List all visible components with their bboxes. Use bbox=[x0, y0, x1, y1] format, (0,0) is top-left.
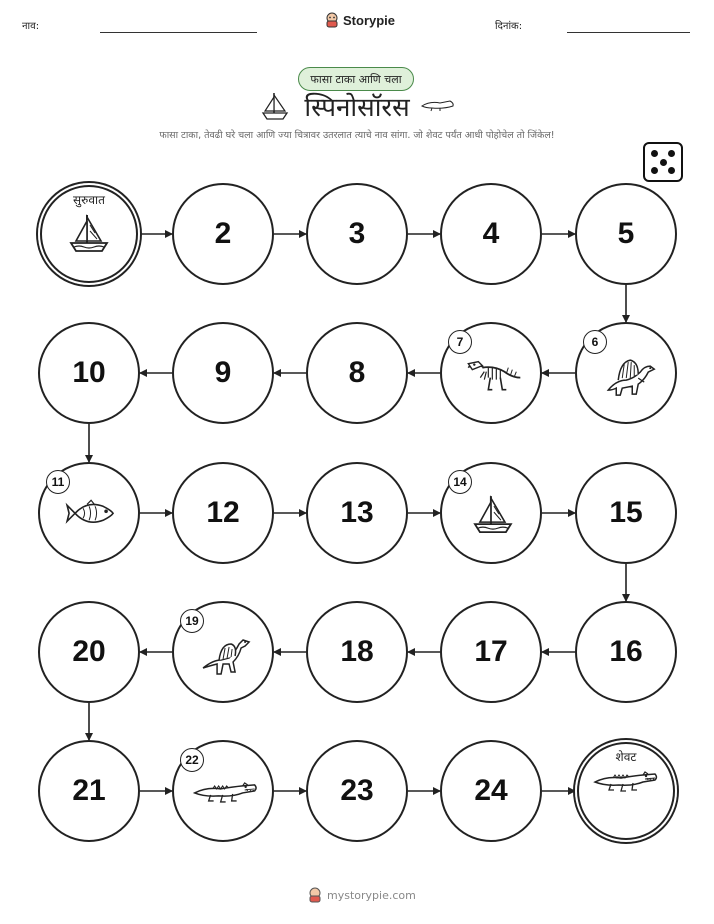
name-label: नाव: bbox=[22, 21, 40, 32]
board-space[interactable] bbox=[38, 740, 140, 842]
space-number-badge: 19 bbox=[180, 609, 204, 633]
boat-icon bbox=[65, 209, 113, 261]
footer-url: mystorypie.com bbox=[327, 888, 416, 902]
picture-space[interactable] bbox=[440, 322, 542, 424]
space-number: 16 bbox=[609, 635, 643, 668]
space-number-badge: 11 bbox=[46, 470, 70, 494]
space-number: 21 bbox=[72, 774, 106, 807]
board-space[interactable] bbox=[440, 740, 542, 842]
board-space[interactable] bbox=[306, 462, 408, 564]
footer[interactable] bbox=[308, 887, 416, 903]
space-number: 4 bbox=[482, 217, 500, 250]
space-number-badge: 7 bbox=[448, 330, 472, 354]
board-space[interactable] bbox=[306, 740, 408, 842]
board-space[interactable] bbox=[306, 601, 408, 703]
board-space[interactable] bbox=[172, 462, 274, 564]
crocodile-icon bbox=[593, 766, 659, 798]
board-space[interactable] bbox=[38, 322, 140, 424]
space-number: 12 bbox=[206, 496, 240, 529]
board-space[interactable] bbox=[172, 322, 274, 424]
space-number: 24 bbox=[474, 774, 508, 807]
start-label: सुरुवात bbox=[73, 193, 105, 207]
space-number-badge: 6 bbox=[583, 330, 607, 354]
instructions: फासा टाका, तेवढी घरे चला आणि ज्या चित्रावर उतरलात त्याचे नाव सांगा. जो शेवट पर्यंत आधी पोहोचेल तो जिंकेल! bbox=[159, 130, 555, 141]
space-number: 15 bbox=[609, 496, 643, 529]
finish-space[interactable] bbox=[575, 740, 677, 842]
space-number: 10 bbox=[72, 356, 106, 389]
space-number: 8 bbox=[348, 356, 366, 389]
space-number: 18 bbox=[340, 635, 374, 668]
fish-icon bbox=[65, 496, 117, 534]
space-number: 3 bbox=[348, 217, 366, 250]
board-space[interactable] bbox=[306, 322, 408, 424]
space-number: 20 bbox=[72, 635, 106, 668]
space-number-badge: 14 bbox=[448, 470, 472, 494]
date-label: दिनांक: bbox=[495, 21, 523, 32]
crocodile-icon bbox=[193, 777, 259, 809]
page-title: स्पिनोसॉरस bbox=[304, 93, 410, 123]
game-type-badge: फासा टाका आणि चला bbox=[298, 67, 414, 91]
board-space[interactable] bbox=[575, 462, 677, 564]
board-space[interactable] bbox=[440, 601, 542, 703]
picture-space[interactable] bbox=[38, 462, 140, 564]
picture-space[interactable] bbox=[440, 462, 542, 564]
board-space[interactable] bbox=[575, 601, 677, 703]
space-number: 13 bbox=[340, 496, 374, 529]
space-number: 23 bbox=[340, 774, 374, 807]
brand-name: Storypie bbox=[343, 12, 396, 28]
space-number: 2 bbox=[214, 217, 232, 250]
board-space[interactable] bbox=[172, 183, 274, 285]
start-space[interactable] bbox=[38, 183, 140, 285]
finish-label: शेवट bbox=[615, 750, 637, 764]
storypie-mascot-icon bbox=[308, 887, 322, 903]
space-number: 5 bbox=[617, 217, 635, 250]
picture-space[interactable] bbox=[172, 601, 274, 703]
spinosaurus-walk-icon bbox=[199, 630, 251, 680]
space-number-badge: 22 bbox=[180, 748, 204, 772]
space-number: 9 bbox=[214, 356, 232, 389]
board-space[interactable] bbox=[306, 183, 408, 285]
board-space[interactable] bbox=[440, 183, 542, 285]
picture-space[interactable] bbox=[575, 322, 677, 424]
skeleton-icon bbox=[464, 354, 522, 398]
board-space[interactable] bbox=[38, 601, 140, 703]
boat-icon bbox=[469, 490, 517, 542]
board-space[interactable] bbox=[575, 183, 677, 285]
space-number: 17 bbox=[474, 635, 508, 668]
picture-space[interactable] bbox=[172, 740, 274, 842]
spinosaurus-icon bbox=[600, 350, 656, 402]
